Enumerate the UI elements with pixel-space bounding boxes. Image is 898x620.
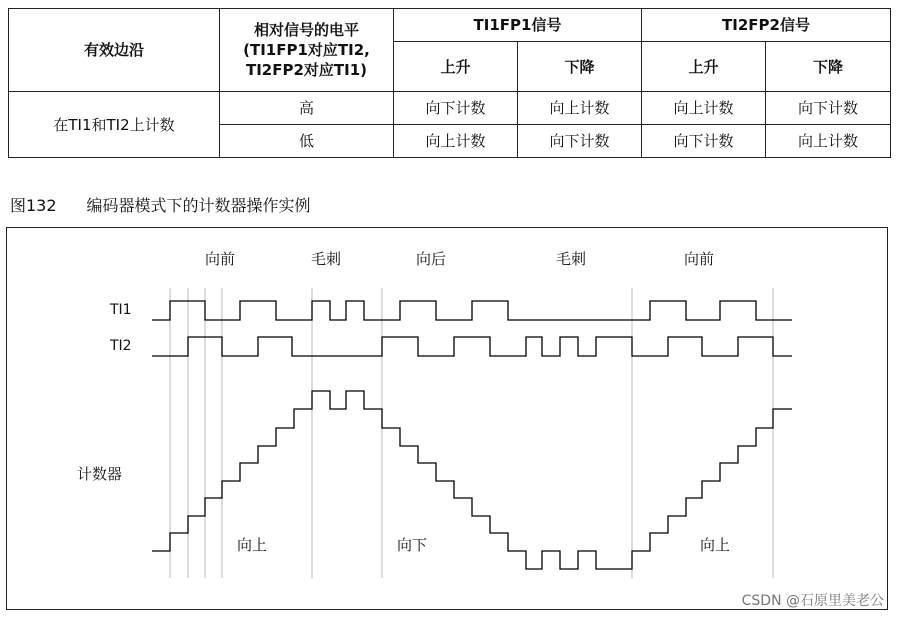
figure-title: 编码器模式下的计数器操作实例: [86, 196, 311, 215]
header-level-line3: TI2FP2对应TI1): [245, 61, 368, 79]
header-fall-2: 下降: [766, 42, 891, 92]
label-glitch-2: 毛刺: [556, 250, 587, 268]
cell: 向下计数: [518, 125, 642, 158]
cell: 向下计数: [394, 92, 518, 125]
label-backward: 向后: [416, 250, 447, 268]
header-ti2fp2: TI2FP2信号: [642, 9, 891, 42]
cell: 向上计数: [518, 92, 642, 125]
cell-level-high: 高: [220, 92, 394, 125]
cell: 向上计数: [394, 125, 518, 158]
cell: 向下计数: [766, 92, 891, 125]
header-level-line1: 相对信号的电平: [253, 21, 359, 39]
header-fall-1: 下降: [518, 42, 642, 92]
cell: 向上计数: [642, 92, 766, 125]
header-edge: 有效边沿: [9, 9, 220, 92]
label-glitch-1: 毛刺: [311, 250, 342, 268]
cell-level-low: 低: [220, 125, 394, 158]
watermark: CSDN @石原里美老公: [741, 593, 884, 609]
ti2-waveform: [152, 337, 792, 356]
label-count-up-1: 向上: [237, 536, 268, 554]
ti1-waveform: [152, 301, 792, 320]
header-ti1fp1: TI1FP1信号: [394, 9, 642, 42]
figure-number: 图132: [10, 196, 57, 215]
counter-label: 计数器: [77, 465, 123, 483]
header-level-line2: (TI1FP1对应TI2,: [243, 41, 370, 59]
label-forward-1: 向前: [205, 250, 236, 268]
cell-edge: 在TI1和TI2上计数: [9, 92, 220, 158]
header-rise-1: 上升: [394, 42, 518, 92]
label-count-down: 向下: [397, 536, 428, 554]
header-rise-2: 上升: [642, 42, 766, 92]
label-forward-2: 向前: [684, 250, 715, 268]
cell: 向下计数: [642, 125, 766, 158]
signal-label-ti1: TI1: [110, 302, 132, 318]
signal-label-ti2: TI2: [110, 338, 132, 354]
label-count-up-2: 向上: [700, 536, 731, 554]
cell: 向上计数: [766, 125, 891, 158]
